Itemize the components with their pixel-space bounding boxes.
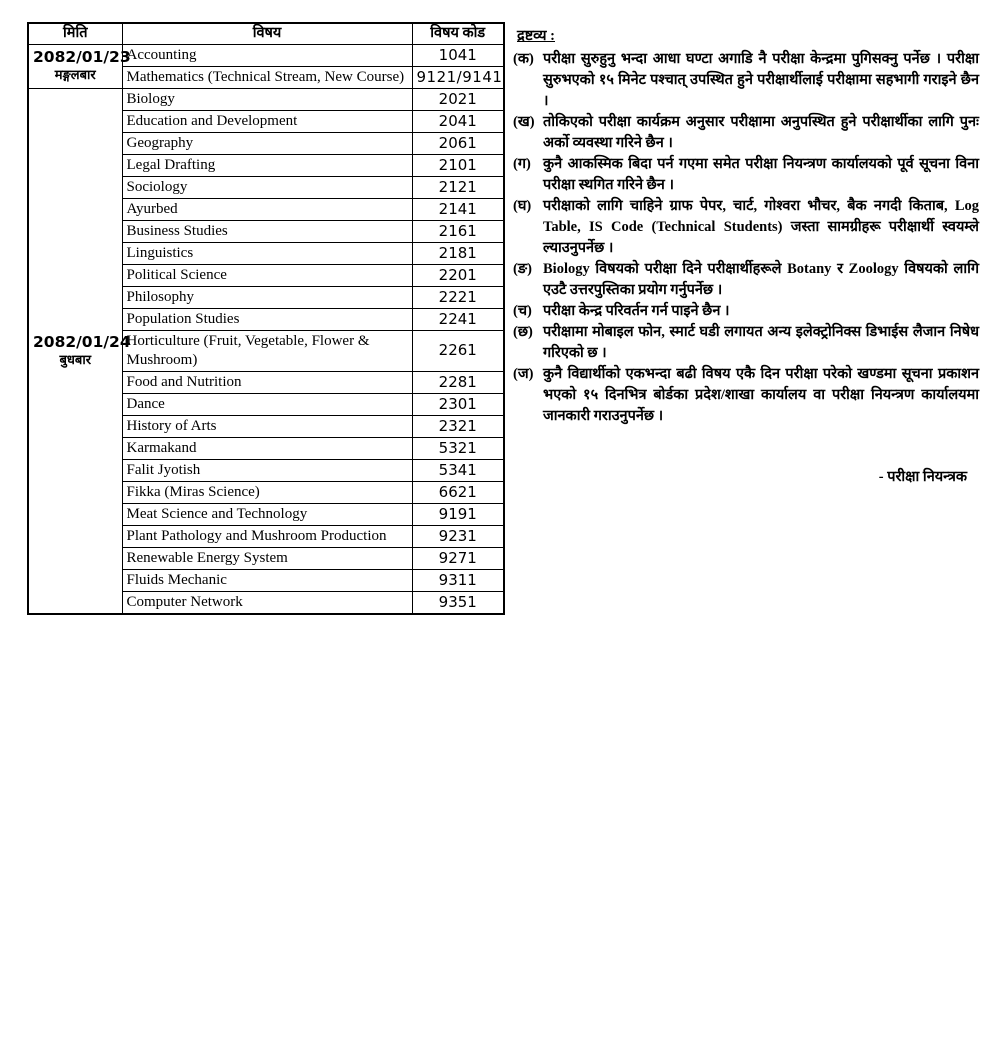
subject-code-cell: 2061 (412, 132, 504, 154)
subject-cell: Sociology (122, 176, 412, 198)
subject-code-cell: 2321 (412, 415, 504, 437)
subject-cell: Linguistics (122, 242, 412, 264)
note-label: (घ) (513, 198, 532, 214)
date-value: 2082/01/23 (33, 48, 131, 66)
note-label: (ख) (513, 114, 535, 130)
note-text: परीक्षामा मोबाइल फोन, स्मार्ट घडी लगायत अन्य इलेक्ट्रोनिक्स डिभाईस लैजान निषेध गरिएको छ । (543, 324, 979, 361)
subject-code-cell: 2101 (412, 154, 504, 176)
note-item-0 (513, 49, 979, 112)
subject-code-cell: 2141 (412, 198, 504, 220)
subject-code-cell: 9231 (412, 525, 504, 547)
note-text: कुनै आकस्मिक बिदा पर्न गएमा समेत परीक्षा नियन्त्रण कार्यालयको पूर्व सूचना विना परीक्षा स्थगित गरिने छैन । (543, 156, 979, 193)
subject-code-cell: 9351 (412, 591, 504, 614)
note-item-3 (513, 196, 979, 259)
subject-cell: Mathematics (Technical Stream, New Course) (122, 66, 412, 88)
note-text: तोकिएको परीक्षा कार्यक्रम अनुसार परीक्षामा अनुपस्थित हुने परीक्षार्थीका लागि पुनः अर्को व्यवस्था गरिने छैन । (543, 114, 979, 151)
subject-code-cell: 2181 (412, 242, 504, 264)
date-value: 2082/01/24 (33, 332, 131, 351)
subject-code-cell: 2121 (412, 176, 504, 198)
note-label: (छ) (513, 324, 533, 340)
subject-code-cell: 2281 (412, 371, 504, 393)
column-header-0: मिति (28, 23, 122, 44)
table-row (28, 88, 504, 110)
subject-cell: Philosophy (122, 286, 412, 308)
subject-code-cell: 2161 (412, 220, 504, 242)
subject-cell: Political Science (122, 264, 412, 286)
table-header-row (28, 23, 504, 44)
note-label: (क) (513, 51, 534, 67)
subject-cell: Plant Pathology and Mushroom Production (122, 525, 412, 547)
subject-code-cell: 9271 (412, 547, 504, 569)
subject-cell: Fikka (Miras Science) (122, 481, 412, 503)
subject-code-cell: 2221 (412, 286, 504, 308)
subject-code-cell: 2241 (412, 308, 504, 330)
subject-code-cell: 2301 (412, 393, 504, 415)
subject-cell: Food and Nutrition (122, 371, 412, 393)
note-item-1 (513, 112, 979, 154)
note-text: कुनै विद्यार्थीको एकभन्दा बढी विषय एकै दिन परीक्षा परेको खण्डमा सूचना प्रकाशन भएको १५ दिनभित्र बोर्डका प्रदेश/शाखा कार्यालय वा परीक्षा नियन्त्रण कार्यालयमा जानकारी गराउनुपर्नेछ । (543, 366, 979, 424)
exam-schedule-table (27, 22, 505, 615)
note-item-7 (513, 364, 979, 427)
date-cell-group-0 (28, 44, 131, 88)
notes-panel (513, 26, 979, 488)
note-item-6 (513, 322, 979, 364)
subject-cell: Fluids Mechanic (122, 569, 412, 591)
column-header-1: विषय (122, 23, 412, 44)
subject-cell: Accounting (122, 44, 412, 66)
subject-cell: Meat Science and Technology (122, 503, 412, 525)
note-label: (ग) (513, 156, 531, 172)
subject-cell: Geography (122, 132, 412, 154)
note-text: परीक्षा केन्द्र परिवर्तन गर्न पाइने छैन । (543, 303, 730, 319)
note-text: परीक्षा सुरुहुनु भन्दा आधा घण्टा अगाडि नै परीक्षा केन्द्रमा पुगिसक्नु पर्नेछ । परीक्षा सुरुभएको १५ मिनेट पश्चात् उपस्थित हुने परीक्षार्थीलाई परीक्षामा सहभागी गराइने छैन । (543, 51, 979, 109)
note-label: (ङ) (513, 261, 532, 277)
note-label: (ज) (513, 366, 534, 382)
signature-exam-controller: - परीक्षा नियन्त्रक (878, 469, 967, 485)
weekday-value: मङ्गलबार (54, 68, 96, 83)
subject-cell: Business Studies (122, 220, 412, 242)
subject-code-cell: 2261 (412, 330, 504, 371)
subject-code-cell: 2021 (412, 88, 504, 110)
subject-cell: Population Studies (122, 308, 412, 330)
subject-cell: Ayurbed (122, 198, 412, 220)
subject-cell: Biology (122, 88, 412, 110)
note-item-5 (513, 301, 979, 322)
weekday-value: बुधबार (59, 352, 92, 368)
note-label: (च) (513, 303, 532, 319)
subject-cell: Education and Development (122, 110, 412, 132)
subject-code-cell: 2041 (412, 110, 504, 132)
notes-heading: द्रष्टव्य : (517, 28, 555, 44)
subject-cell: Falit Jyotish (122, 459, 412, 481)
subject-cell: Legal Drafting (122, 154, 412, 176)
notes-list (513, 49, 979, 427)
table-row (28, 44, 504, 66)
subject-cell: Computer Network (122, 591, 412, 614)
note-text: परीक्षाको लागि चाहिने ग्राफ पेपर, चार्ट, गोश्वरा भौचर, बैक नगदी किताब, Log Table, IS Code (Technical Students) जस्ता सामग्रीहरू परीक्षार्थी स्वयम्ले ल्याउनुपर्नेछ । (543, 198, 979, 256)
subject-cell: Horticulture (Fruit, Vegetable, Flower & Mushroom) (122, 330, 412, 371)
column-header-2: विषय कोड (412, 23, 504, 44)
subject-code-cell: 1041 (412, 44, 504, 66)
subject-code-cell: 9311 (412, 569, 504, 591)
note-item-4 (513, 259, 979, 301)
subject-code-cell: 9191 (412, 503, 504, 525)
date-cell-group-1 (28, 88, 131, 614)
subject-code-cell: 2201 (412, 264, 504, 286)
subject-cell: Karmakand (122, 437, 412, 459)
subject-cell: Renewable Energy System (122, 547, 412, 569)
subject-code-cell: 5321 (412, 437, 504, 459)
subject-cell: History of Arts (122, 415, 412, 437)
note-item-2 (513, 154, 979, 196)
subject-code-cell: 5341 (412, 459, 504, 481)
subject-code-cell: 9121/9141 (412, 66, 504, 88)
subject-cell: Dance (122, 393, 412, 415)
note-text: Biology विषयको परीक्षा दिने परीक्षार्थीहरूले Botany र Zoology विषयको लागि एउटै उत्तरपुस्तिका प्रयोग गर्नुपर्नेछ । (543, 261, 979, 298)
subject-code-cell: 6621 (412, 481, 504, 503)
